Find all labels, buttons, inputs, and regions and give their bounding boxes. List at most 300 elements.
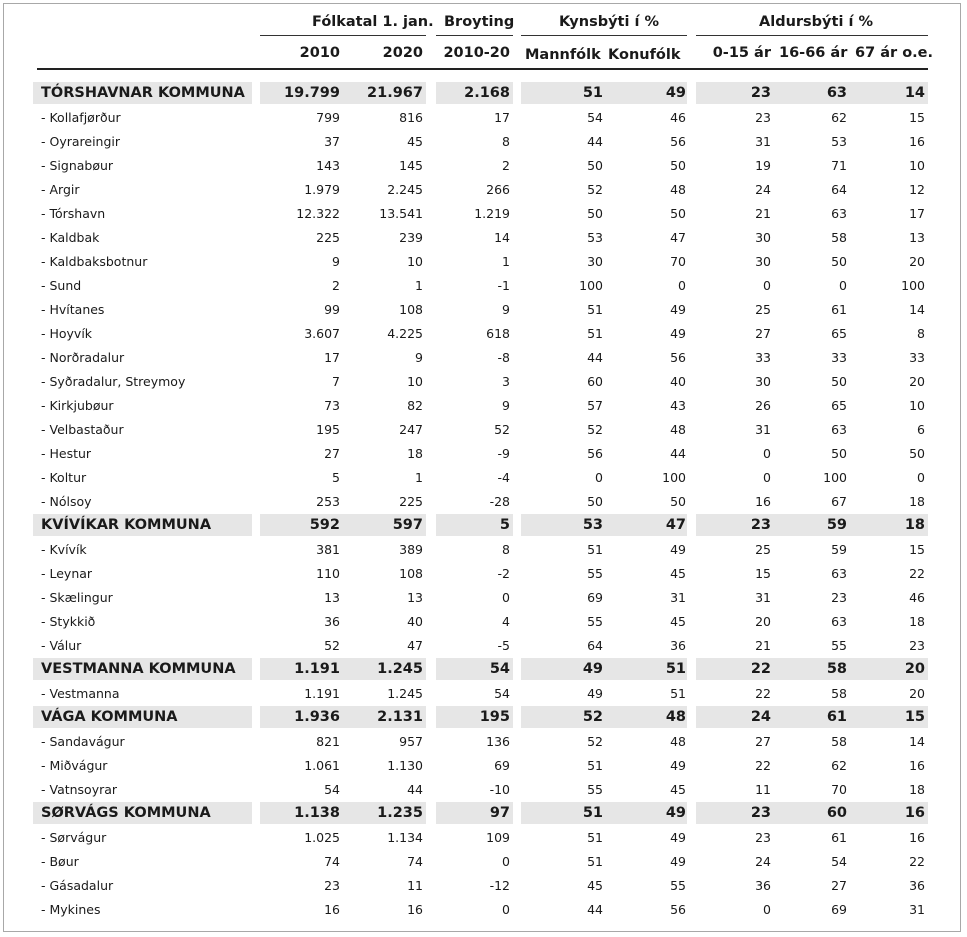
col-2010: 2010 (299, 45, 340, 61)
village-name: - Tórshavn (41, 206, 106, 221)
group-value: 24 (750, 709, 771, 725)
cell-value: 53 (587, 230, 603, 245)
cell-value: 22 (755, 686, 771, 701)
cell-value: 9 (502, 398, 510, 413)
table-row (0, 394, 967, 418)
group-value: 23 (750, 85, 771, 101)
cell-value: 18 (909, 614, 925, 629)
cell-value: 56 (670, 134, 686, 149)
cell-value: 18 (909, 494, 925, 509)
cell-value: 49 (670, 542, 686, 557)
cell-value: 82 (407, 398, 423, 413)
table-row (0, 562, 967, 586)
cell-value: -4 (497, 470, 510, 485)
cell-value: 23 (909, 638, 925, 653)
table-row (0, 202, 967, 226)
cell-value: 60 (587, 374, 603, 389)
cell-value: 33 (909, 350, 925, 365)
table-row (0, 490, 967, 514)
cell-value: 3 (502, 374, 510, 389)
cell-value: 63 (831, 566, 847, 581)
cell-value: 51 (587, 830, 603, 845)
cell-value: 247 (399, 422, 423, 437)
cell-value: 59 (831, 542, 847, 557)
cell-value: 6 (917, 422, 925, 437)
group-value: 16 (904, 805, 925, 821)
cell-value: 48 (670, 422, 686, 437)
group-value: 2.131 (377, 709, 423, 725)
cell-value: 53 (831, 134, 847, 149)
cell-value: 71 (831, 158, 847, 173)
cell-value: 14 (909, 302, 925, 317)
cell-value: 51 (587, 302, 603, 317)
cell-value: -1 (497, 278, 510, 293)
cell-value: 8 (502, 134, 510, 149)
cell-value: 15 (909, 110, 925, 125)
cell-value: 56 (587, 446, 603, 461)
group-name: VÁGA KOMMUNA (41, 709, 178, 725)
cell-value: 31 (909, 902, 925, 917)
cell-value: 195 (316, 422, 340, 437)
cell-value: 63 (831, 614, 847, 629)
cell-value: 14 (494, 230, 510, 245)
cell-value: 65 (831, 398, 847, 413)
cell-value: 50 (909, 446, 925, 461)
group-row (0, 706, 967, 728)
table-row (0, 274, 967, 298)
cell-value: 136 (486, 734, 510, 749)
cell-value: 61 (831, 830, 847, 845)
cell-value: 27 (831, 878, 847, 893)
cell-value: 36 (909, 878, 925, 893)
cell-value: 45 (670, 782, 686, 797)
cell-value: 9 (502, 302, 510, 317)
cell-value: 25 (755, 542, 771, 557)
col-konufolk: Konufólk (608, 47, 681, 63)
table-row (0, 298, 967, 322)
village-name: - Válur (41, 638, 82, 653)
cell-value: 4.225 (387, 326, 423, 341)
cell-value: -28 (489, 494, 510, 509)
cell-value: 8 (502, 542, 510, 557)
cell-value: 20 (755, 614, 771, 629)
cell-value: 55 (587, 614, 603, 629)
cell-value: 31 (670, 590, 686, 605)
cell-value: 100 (662, 470, 686, 485)
group-value: 54 (489, 661, 510, 677)
cell-value: 0 (763, 446, 771, 461)
group-value: 97 (489, 805, 510, 821)
cell-value: 31 (755, 422, 771, 437)
cell-value: 22 (909, 566, 925, 581)
cell-value: 58 (831, 230, 847, 245)
cell-value: 11 (755, 782, 771, 797)
cell-value: 49 (670, 302, 686, 317)
cell-value: 45 (670, 566, 686, 581)
table-row (0, 874, 967, 898)
cell-value: 30 (755, 254, 771, 269)
village-name: - Oyrareingir (41, 134, 121, 149)
cell-value: 52 (587, 182, 603, 197)
group-value: 18 (904, 517, 925, 533)
cell-value: 1.219 (474, 206, 510, 221)
cell-value: 24 (755, 854, 771, 869)
cell-value: 2.245 (387, 182, 423, 197)
header-underline-folkatal (260, 35, 426, 36)
cell-value: 1.191 (304, 686, 340, 701)
group-value: 5 (499, 517, 510, 533)
group-value: 20 (904, 661, 925, 677)
cell-value: 12 (909, 182, 925, 197)
table-row (0, 130, 967, 154)
cell-value: 100 (901, 278, 925, 293)
cell-value: 1.025 (304, 830, 340, 845)
cell-value: 16 (407, 902, 423, 917)
village-name: - Koltur (41, 470, 87, 485)
cell-value: 49 (670, 854, 686, 869)
village-name: - Hvítanes (41, 302, 105, 317)
cell-value: 36 (670, 638, 686, 653)
cell-value: 25 (755, 302, 771, 317)
cell-value: 36 (755, 878, 771, 893)
cell-value: 13 (909, 230, 925, 245)
cell-value: 51 (587, 758, 603, 773)
group-value: 49 (665, 805, 686, 821)
cell-value: 239 (399, 230, 423, 245)
group-value: 1.936 (294, 709, 340, 725)
village-name: - Kirkjubøur (41, 398, 114, 413)
cell-value: 389 (399, 542, 423, 557)
village-name: - Nólsoy (41, 494, 92, 509)
cell-value: 30 (587, 254, 603, 269)
village-name: - Sørvágur (41, 830, 107, 845)
cell-value: 11 (407, 878, 423, 893)
cell-value: 63 (831, 206, 847, 221)
cell-value: 1.245 (387, 686, 423, 701)
cell-value: 20 (909, 254, 925, 269)
header-kynsbyti: Kynsbýti í % (559, 14, 660, 30)
cell-value: 30 (755, 374, 771, 389)
table-row (0, 178, 967, 202)
cell-value: 5 (332, 470, 340, 485)
cell-value: 51 (587, 326, 603, 341)
cell-value: 16 (755, 494, 771, 509)
cell-value: 64 (587, 638, 603, 653)
cell-value: 100 (579, 278, 603, 293)
col-16-66: 16-66 ár (779, 45, 848, 61)
group-row (0, 82, 967, 104)
cell-value: 50 (831, 374, 847, 389)
cell-value: 1.979 (304, 182, 340, 197)
cell-value: 51 (670, 686, 686, 701)
cell-value: 46 (670, 110, 686, 125)
table-row (0, 778, 967, 802)
header-underline-aldursbyti (696, 35, 928, 36)
cell-value: 9 (415, 350, 423, 365)
cell-value: 67 (831, 494, 847, 509)
cell-value: 49 (670, 326, 686, 341)
cell-value: -9 (497, 446, 510, 461)
cell-value: 44 (587, 902, 603, 917)
group-value: 195 (479, 709, 510, 725)
cell-value: 62 (831, 110, 847, 125)
col-0-15: 0-15 ár (712, 45, 771, 61)
cell-value: 63 (831, 422, 847, 437)
village-name: - Norðradalur (41, 350, 125, 365)
village-name: - Mykines (41, 902, 101, 917)
cell-value: -10 (489, 782, 510, 797)
group-value: 597 (392, 517, 423, 533)
table-row (0, 754, 967, 778)
group-value: 51 (665, 661, 686, 677)
cell-value: 99 (324, 302, 340, 317)
cell-value: 50 (587, 494, 603, 509)
group-value: 23 (750, 517, 771, 533)
cell-value: 821 (316, 734, 340, 749)
cell-value: 55 (831, 638, 847, 653)
table-row (0, 682, 967, 706)
cell-value: 799 (316, 110, 340, 125)
cell-value: 58 (831, 734, 847, 749)
group-value: 48 (665, 709, 686, 725)
cell-value: 225 (316, 230, 340, 245)
header-aldursbyti: Aldursbýti í % (759, 14, 874, 30)
cell-value: 816 (399, 110, 423, 125)
cell-value: 22 (755, 758, 771, 773)
cell-value: 48 (670, 182, 686, 197)
cell-value: 0 (839, 278, 847, 293)
village-name: - Miðvágur (41, 758, 108, 773)
cell-value: 40 (407, 614, 423, 629)
cell-value: 1 (502, 254, 510, 269)
cell-value: 50 (587, 206, 603, 221)
cell-value: 56 (670, 902, 686, 917)
cell-value: 4 (502, 614, 510, 629)
cell-value: 50 (670, 158, 686, 173)
cell-value: 55 (670, 878, 686, 893)
village-name: - Kollafjørður (41, 110, 121, 125)
cell-value: 74 (407, 854, 423, 869)
cell-value: 31 (755, 590, 771, 605)
cell-value: 27 (755, 734, 771, 749)
header-underline-broyting (436, 35, 513, 36)
cell-value: 2 (502, 158, 510, 173)
cell-value: 50 (587, 158, 603, 173)
cell-value: 957 (399, 734, 423, 749)
table-row (0, 586, 967, 610)
cell-value: 45 (407, 134, 423, 149)
cell-value: 33 (755, 350, 771, 365)
village-name: - Gásadalur (41, 878, 114, 893)
village-name: - Bøur (41, 854, 79, 869)
cell-value: 69 (831, 902, 847, 917)
cell-value: 108 (399, 302, 423, 317)
cell-value: 45 (670, 614, 686, 629)
cell-value: 52 (587, 422, 603, 437)
cell-value: 54 (494, 686, 510, 701)
cell-value: 23 (755, 830, 771, 845)
cell-value: 50 (831, 446, 847, 461)
cell-value: 108 (399, 566, 423, 581)
group-name: KVÍVÍKAR KOMMUNA (41, 517, 212, 533)
village-name: - Syðradalur, Streymoy (41, 374, 186, 389)
cell-value: 37 (324, 134, 340, 149)
cell-value: 22 (909, 854, 925, 869)
group-value: 59 (826, 517, 847, 533)
cell-value: 225 (399, 494, 423, 509)
group-value: 1.138 (294, 805, 340, 821)
table-row (0, 106, 967, 130)
table-row (0, 634, 967, 658)
cell-value: 51 (587, 542, 603, 557)
cell-value: 7 (332, 374, 340, 389)
cell-value: 44 (407, 782, 423, 797)
cell-value: 9 (332, 254, 340, 269)
cell-value: 44 (587, 350, 603, 365)
col-67: 67 ár o.e. (855, 45, 934, 61)
group-value: 58 (826, 661, 847, 677)
cell-value: 18 (407, 446, 423, 461)
group-value: 49 (582, 661, 603, 677)
cell-value: 43 (670, 398, 686, 413)
cell-value: 12.322 (296, 206, 340, 221)
cell-value: 2 (332, 278, 340, 293)
cell-value: 1.134 (387, 830, 423, 845)
group-value: 47 (665, 517, 686, 533)
cell-value: 52 (324, 638, 340, 653)
cell-value: 26 (755, 398, 771, 413)
cell-value: 23 (324, 878, 340, 893)
cell-value: 143 (316, 158, 340, 173)
cell-value: 21 (755, 638, 771, 653)
col-2010-20: 2010-20 (443, 45, 510, 61)
group-value: 63 (826, 85, 847, 101)
table-row (0, 418, 967, 442)
cell-value: 48 (670, 734, 686, 749)
cell-value: 49 (670, 830, 686, 845)
cell-value: 1.130 (387, 758, 423, 773)
group-value: 1.245 (377, 661, 423, 677)
cell-value: 69 (494, 758, 510, 773)
cell-value: 40 (670, 374, 686, 389)
cell-value: 54 (324, 782, 340, 797)
group-value: 52 (582, 709, 603, 725)
group-value: 51 (582, 85, 603, 101)
table-row (0, 370, 967, 394)
village-name: - Hestur (41, 446, 92, 461)
village-name: - Velbastaður (41, 422, 124, 437)
cell-value: 0 (763, 278, 771, 293)
cell-value: 0 (595, 470, 603, 485)
village-name: - Skælingur (41, 590, 113, 605)
cell-value: 0 (763, 470, 771, 485)
table-row (0, 898, 967, 922)
cell-value: 58 (831, 686, 847, 701)
cell-value: 45 (587, 878, 603, 893)
cell-value: 64 (831, 182, 847, 197)
village-name: - Stykkið (41, 614, 96, 629)
cell-value: 266 (486, 182, 510, 197)
village-name: - Kaldbaksbotnur (41, 254, 148, 269)
cell-value: 1.061 (304, 758, 340, 773)
cell-value: 56 (670, 350, 686, 365)
village-name: - Sandavágur (41, 734, 125, 749)
cell-value: -12 (489, 878, 510, 893)
village-name: - Signabøur (41, 158, 114, 173)
header-rule (37, 68, 928, 70)
cell-value: 55 (587, 782, 603, 797)
cell-value: 15 (909, 542, 925, 557)
cell-value: 253 (316, 494, 340, 509)
village-name: - Leynar (41, 566, 93, 581)
cell-value: 24 (755, 182, 771, 197)
table-row (0, 850, 967, 874)
cell-value: 17 (324, 350, 340, 365)
group-row (0, 658, 967, 680)
cell-value: 8 (917, 326, 925, 341)
cell-value: 31 (755, 134, 771, 149)
cell-value: 49 (587, 686, 603, 701)
table-row (0, 826, 967, 850)
group-value: 60 (826, 805, 847, 821)
group-value: 22 (750, 661, 771, 677)
cell-value: -8 (497, 350, 510, 365)
cell-value: 51 (587, 854, 603, 869)
cell-value: 0 (678, 278, 686, 293)
col-2020: 2020 (382, 45, 423, 61)
cell-value: 50 (670, 206, 686, 221)
cell-value: 21 (755, 206, 771, 221)
cell-value: 1 (415, 470, 423, 485)
cell-value: 16 (909, 758, 925, 773)
village-name: - Kvívík (41, 542, 87, 557)
table-row (0, 538, 967, 562)
cell-value: 13 (324, 590, 340, 605)
table-row (0, 250, 967, 274)
group-value: 49 (665, 85, 686, 101)
group-value: 14 (904, 85, 925, 101)
cell-value: 57 (587, 398, 603, 413)
village-name: - Kaldbak (41, 230, 100, 245)
table-row (0, 226, 967, 250)
cell-value: 381 (316, 542, 340, 557)
group-value: 19.799 (284, 85, 340, 101)
table-row (0, 730, 967, 754)
cell-value: 109 (486, 830, 510, 845)
cell-value: 50 (831, 254, 847, 269)
cell-value: 110 (316, 566, 340, 581)
cell-value: 47 (670, 230, 686, 245)
cell-value: 61 (831, 302, 847, 317)
cell-value: 0 (502, 854, 510, 869)
group-value: 23 (750, 805, 771, 821)
group-value: 592 (309, 517, 340, 533)
group-name: VESTMANNA KOMMUNA (41, 661, 236, 677)
cell-value: 55 (587, 566, 603, 581)
cell-value: 14 (909, 734, 925, 749)
cell-value: 17 (494, 110, 510, 125)
cell-value: 16 (909, 830, 925, 845)
cell-value: 17 (909, 206, 925, 221)
cell-value: 15 (755, 566, 771, 581)
cell-value: 13.541 (379, 206, 423, 221)
village-name: - Argir (41, 182, 80, 197)
cell-value: 20 (909, 686, 925, 701)
cell-value: -2 (497, 566, 510, 581)
group-value: 53 (582, 517, 603, 533)
cell-value: 74 (324, 854, 340, 869)
group-row (0, 514, 967, 536)
